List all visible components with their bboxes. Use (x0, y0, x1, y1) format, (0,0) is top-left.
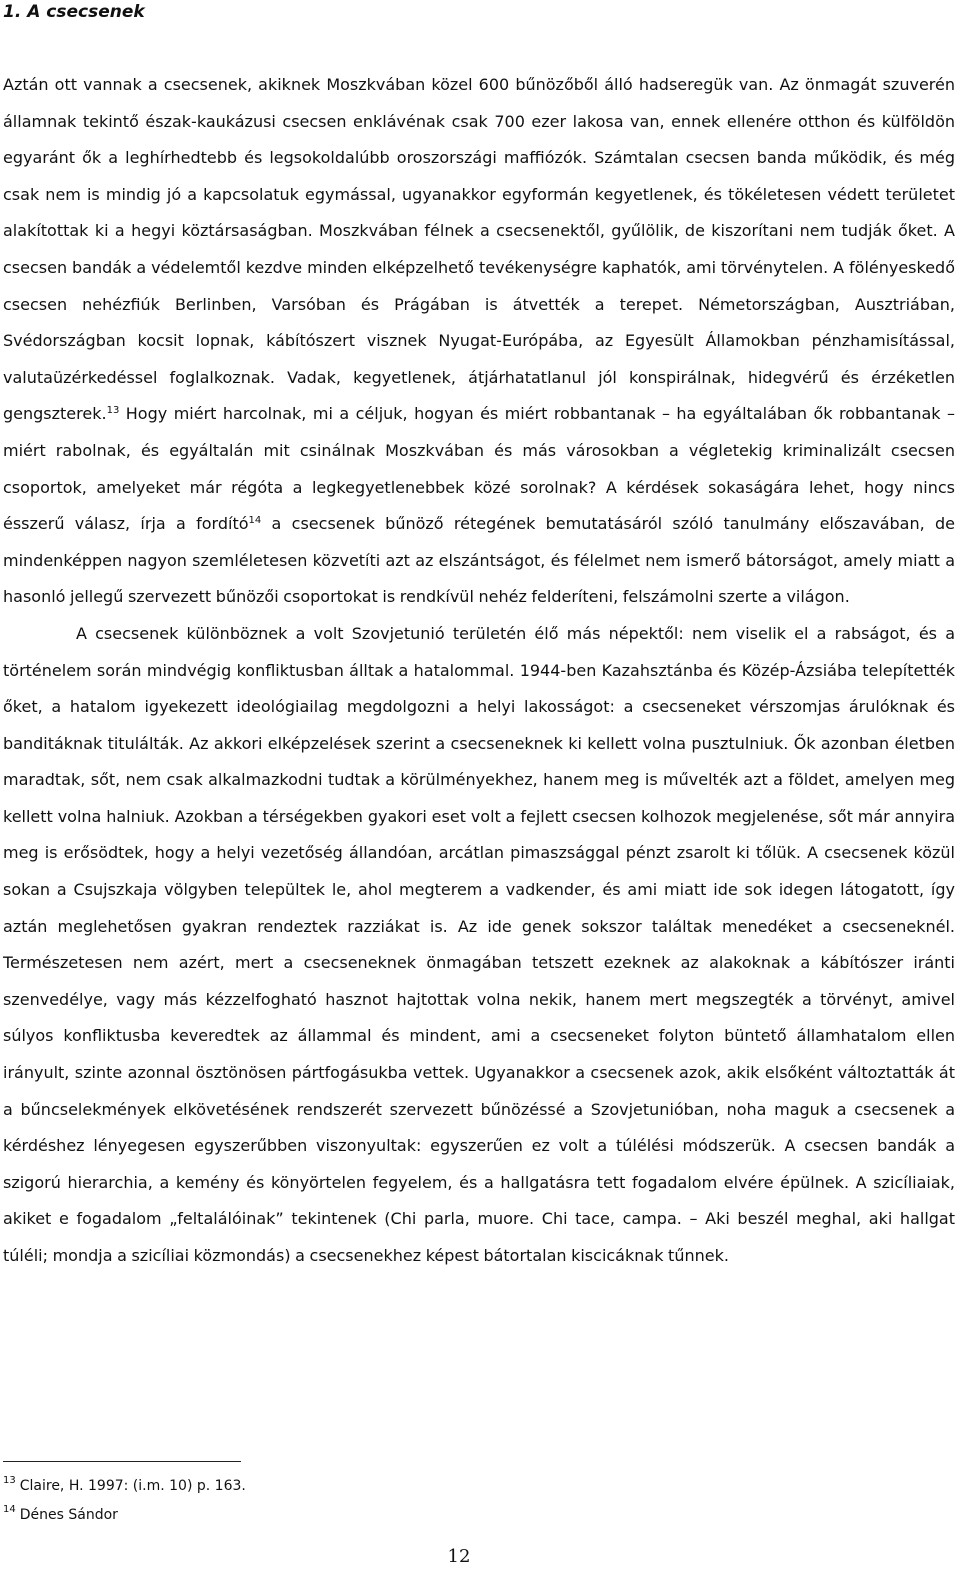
footnote-14 (3, 1505, 118, 1525)
paragraph-1-text-3: a csecsenek bűnöző rétegének bemutatásáról szóló tanulmány előszavában, de mindenképpen nagyon szemléletesen közvetíti azt az elszántságot, és félelmet nem ismerő bátorságot, amely miatt a hasonló jellegű szervezett bűnözői csoportokat is rendkívül nehéz felderíteni, felszámolni szerte a világon. (3, 514, 955, 607)
footnote-14-text: Dénes Sándor (19, 1507, 118, 1523)
body-text (3, 67, 955, 1275)
paragraph-2-text: A csecsenek különböznek a volt Szovjetunió területén élő más népektől: nem viselik el a rabságot, és a történelem során mindvégig konfliktusban álltak a hatalommal. 1944-ben Kazahsztánba és Közép-Ázsiába telepítették őket, a hatalom igyekezett ideológiailag megdolgozni a helyi lakosságot: a csecseneket vérszomjas árulóknak és banditáknak titulálták. Az akkori elképzelések szerint a csecseneknek ki kellett volna pusztulniuk. Ők azonban életben maradtak, sőt, nem csak alkalmazkodni tudtak a körülményekhez, hanem meg is művelték azt a földet, amelyen meg kellett volna halniuk. Azokban a térségekben gyakori eset volt a fejlett csecsen kolhozok megjelenése, sőt már annyira meg is erősödtek, hogy a helyi vezetőség állandóan, arcátlan pimaszsággal pénzt zsarolt ki tőlük. A csecsenek közül sokan a Csujszkaja völgyben települtek le, ahol megterem a vadkender, és ami miatt ide sok idegen látogatott, így aztán meglehetősen gyakran rendeztek razziákat is. Az ide genek sokszor találtak menedéket a csecseneknél. Természetesen nem azért, mert a csecseneknek önmagában tetszett ezeknek az alakoknak a kábítószer iránti szenvedélye, vagy más kézzelfogható hasznot hajtottak volna nekik, hanem mert megszegték a törvényt, amivel súlyos konfliktusba keveredtek az állammal és mindent, ami a csecseneket folyton büntető államhatalom ellen irányult, szinte azonnal ösztönösen pártfogásukba vettek. Ugyanakkor a csecsenek azok, akik elsőként változtatták át a bűncselekmények elkövetésének rendszerét szervezett bűnözéssé a Szovjetunióban, noha maguk a csecsenek a kérdéshez lényegesen egyszerűbben viszonyultak: egyszerűen ez volt a túlélési módszerük. A csecsen bandák a szigorú hierarchia, a kemény és könyörtelen fegyelem, és a hallgatásra tett fogadalom elvére épülnek. A szicíliaiak, akiket e fogadalom „feltalálóinak” tekintenek (Chi parla, muore. Chi tace, campa. – Aki beszél meghal, aki hallgat túléli; mondja a szicíliai közmondás) a csecsenekhez képest bátortalan kiscicáknak tűnnek. (3, 623, 955, 1265)
footnote-13-text: Claire, H. 1997: (i.m. 10) p. 163. (19, 1478, 246, 1494)
footnote-separator (3, 1461, 241, 1462)
paragraph-2 (3, 616, 955, 1275)
footnote-ref-14: 14 (248, 515, 262, 527)
paragraph-1-text-2: Hogy miért harcolnak, mi a céljuk, hogyan és miért robbantanak – ha egyáltalában ők robbantanak – miért rabolnak, és egyáltalán mit csinálnak Moszkvában és más városokban a végletekig kriminalizált csecsen csoportok, amelyeket már régóta a legkegyetlenebbek közé sorolnak? A kérdések sokaságára lehet, hogy nincs ésszerű válasz, írja a fordító (3, 404, 955, 534)
footnote-ref-13: 13 (106, 405, 120, 417)
page-number: 12 (447, 1546, 471, 1567)
section-heading: 1. A csecsenek (3, 2, 145, 22)
paragraph-1 (3, 67, 955, 616)
footnote-13-marker: 13 (3, 1475, 16, 1486)
paragraph-1-text-1: Aztán ott vannak a csecsenek, akiknek Moszkvában közel 600 bűnözőből álló hadseregük van. Az önmagát szuverén államnak tekintő észak-kaukázusi csecsen enklávénak csak 700 ezer lakosa van, ennek ellenére otthon és külföldön egyaránt ők a leghírhedtebb és legsokoldalúbb oroszországi maffiózók. Számtalan csecsen banda működik, és még csak nem is mindig jó a kapcsolatuk egymással, ugyanakkor egyformán kegyetlenek, és tökéletesen védett területet alakítottak ki a hegyi köztársaságban. Moszkvában félnek a csecsenektől, gyűlölik, de kiszorítani nem tudják őket. A csecsen bandák a védelemtől kezdve minden elképzelhető tevékenységre kaphatók, ami törvénytelen. A fölényeskedő csecsen nehézfiúk Berlinben, Varsóban és Prágában is átvették a terepet. Németországban, Ausztriában, Svédországban kocsit lopnak, kábítószert visznek Nyugat-Európába, az Egyesült Államokban pénzhamisítással, valutaüzérkedéssel foglalkoznak. Vadak, kegyetlenek, átjárhatatlanul jól konspirálnak, hidegvérű és érzéketlen gengszterek. (3, 75, 955, 424)
footnote-13 (3, 1476, 246, 1496)
footnote-14-marker: 14 (3, 1504, 16, 1515)
